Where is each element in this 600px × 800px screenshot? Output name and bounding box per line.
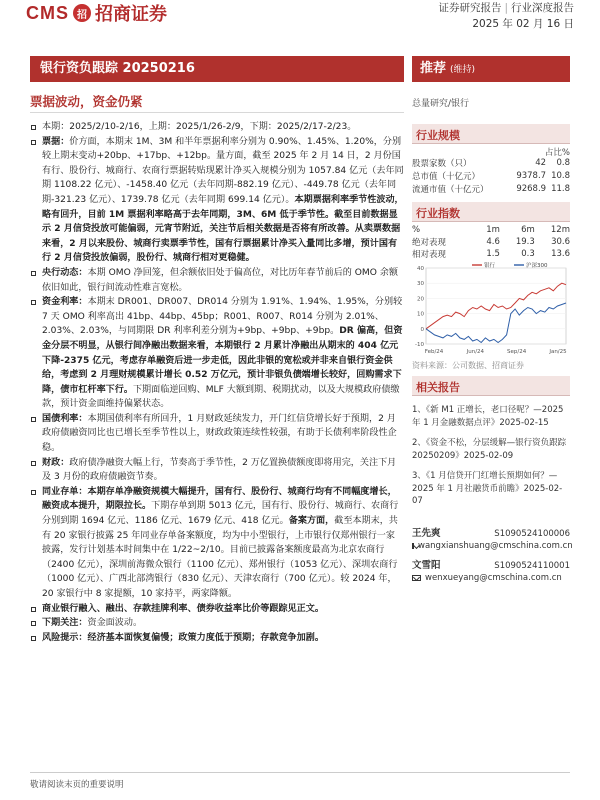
paragraph-text: 价方面，本期末 1M、3M 和半年票据利率分别为 0.90%、1.45%、1.20%，分别较上期末变动+20bp、+17bp、+12bp。量方面，截至 2025 年 2 月 14 日，2 月份国有行、股份行、城商行、农商行票据转贴现累计净买入规模分别为 1057.84 亿元（去年同期 1108.22 亿元）、-1458.40 亿元（去年同期-882.19 亿元）、-449.78 亿元（去年同期-321.23 亿元）、1739.78 亿元（去年同期 699.14 亿元）。	[42, 136, 404, 205]
section-head-scale: 行业规模	[412, 124, 570, 144]
paragraph-next-watch	[30, 616, 404, 631]
paragraph-text: 本期末 DR001、DR007、DR014 分别为 1.91%、1.94%、1.95%，分别较 7 天 OMO 利率高出 41bp、44bp、45bp；R001、R007、R014 分别为 2.01%、2.03%、2.03%，与同期限 DR 利率利差分别为+9bp、+9bp、+9bp。	[42, 297, 403, 337]
table-row	[412, 182, 570, 195]
table-cell: 绝对表现	[412, 238, 447, 248]
footer-note: 敬请阅读末页的重要说明	[30, 780, 124, 790]
analyst-email-row	[412, 572, 570, 584]
y-tick-label: 30	[417, 281, 424, 288]
analyst-name: 文雪阳	[412, 560, 441, 571]
x-tick-label: Sep/24	[507, 349, 527, 355]
paragraph-bold: 经济基本面恢复偏慢；政策力度低于预期；存款竞争加剧。	[87, 632, 324, 643]
table-row	[412, 169, 570, 182]
paragraph-lead: 风险提示：	[42, 632, 88, 643]
divider	[30, 112, 404, 113]
paragraph-bills	[30, 135, 404, 266]
paragraph-bold: DR 偏高，但资金分层不明显，从银行间净融出数据来看，本期银行 2 月累计净融出从期末的 404 亿元下降-2375 亿元，考虑存单融资后进一步走低，因此非银的宽松或并非来自银行资金供给，考虑到 2 月理财规模累计增长 0.52 万亿元，预计非银负债端增长较好，回购需求下降，债市杠杆率下行。	[42, 326, 403, 395]
analyst-email-row	[412, 540, 573, 552]
table-cell: 30.6	[551, 237, 570, 247]
table-cell: 11.8	[551, 183, 570, 194]
report-subtitle: 票据波动，资金仍紧	[30, 94, 143, 109]
report-item[interactable]: 3、《1 月信贷开门红增长预期如何？—2025 年 1 月社融货币前瞻》2025-02-07	[412, 471, 563, 506]
table-row	[412, 248, 570, 260]
table-cell: 19.3	[515, 237, 535, 247]
section-head-index: 行业指数	[412, 202, 570, 222]
table-row	[412, 236, 570, 248]
main-content	[30, 120, 404, 645]
paragraph-bold: 备案方面，	[288, 516, 335, 527]
rating-bar	[412, 56, 570, 82]
table-cell: 总市值（十亿元）	[412, 171, 481, 182]
paragraph-treasury	[30, 412, 404, 456]
table-row	[412, 156, 570, 169]
report-date: 2025 年 02 月 16 日	[472, 18, 574, 30]
industry-label: 总量研究/银行	[412, 99, 470, 109]
analysts	[412, 528, 573, 584]
table-cell: 13.6	[551, 249, 570, 259]
y-tick-label: 20	[417, 296, 424, 303]
paragraph-lead: 下期关注：	[42, 618, 88, 629]
table-header: 6m	[521, 225, 535, 235]
table-cell: 4.6	[486, 237, 500, 247]
paragraph-text: 本期国债利率有所回升，1 月财政延续发力，开门红信贷增长好于预期，2 月政府债融资同比也已增长至季节性以上，财政政策连续性较强，有助于长债利率阶段性企稳。	[42, 413, 397, 454]
table-header: %	[412, 225, 421, 235]
paragraph-text: 政府债净融资大幅上行，节奏高于季节性，2 万亿置换债额度即将用完，关注下月及 3 月份的政府债融资节奏。	[42, 457, 397, 483]
analyst-email[interactable]: wangxianshuang@cmschina.com.cn	[418, 541, 573, 551]
y-tick-label: 40	[417, 266, 424, 272]
table-cell: 0.8	[556, 157, 570, 168]
logo-chinese: 招商证券	[95, 4, 167, 25]
report-item[interactable]: 1、《新 M1 正增长，老口径呢？—2025 年 1 月金融数据点评》2025-02-15	[412, 405, 564, 428]
paragraph-lead: 央行动态：	[42, 267, 88, 278]
footer-divider	[30, 772, 570, 773]
paragraph-funding-rates	[30, 295, 404, 412]
table-cell: 0.3	[521, 249, 535, 259]
table-cell: 1.5	[486, 249, 500, 259]
table-cell: 股票家数（只）	[412, 158, 472, 169]
paragraph-lead: 资金利率：	[42, 297, 88, 308]
analyst-code: S1090524100006	[494, 529, 570, 539]
company-logo	[26, 0, 167, 26]
table-header-row	[412, 224, 570, 236]
paragraph-text: 下期存单到期 5013 亿元，国有行、股份行、城商行、农商行分别到期 1694 亿元、1186 亿元、1679 亿元、418 亿元。	[42, 501, 399, 527]
analyst-row	[412, 560, 570, 572]
analyst-name: 王先爽	[412, 528, 441, 539]
paragraph-bold: 本期票据利率季节性波动，略有回升，目前 1M 票据利率略高于去年同期，3M、6M 低于季节性。截至目前数据显示 2 月信贷投放可能偏弱，元宵节附近，关注节后相关数据是否将有所改善。从卖票数据来看，2 月以来股份、城商行卖票季节性，国有行票据累计净买入量同比多增，预计国有行 2 月信贷投放偏弱，股份行、城商行相对更稳健。	[42, 194, 404, 264]
chart-source: 资料来源：公司数据、招商证券	[412, 361, 524, 370]
table-cell: 10.8	[551, 170, 570, 181]
table-cell: 9268.9	[516, 183, 547, 194]
y-tick-label: -10	[415, 342, 424, 348]
paragraph-text: 下期面临逆回购、MLF 大额到期、税期扰动，以及大规模政府债缴款，预计资金面维持偏紧状态。	[42, 384, 400, 410]
paragraph-lead: 票据：	[42, 136, 70, 147]
paragraph-text: 本期 OMO 净回笼，但余额依旧处于偏高位，对比历年春节前后的 OMO 余额依旧如此，银行间流动性难言宽松。	[42, 267, 398, 293]
table-cell: 42	[535, 157, 547, 168]
table-cell: 流通市值（十亿元）	[412, 184, 489, 195]
scale-pct-header: 占比%	[544, 148, 570, 158]
table-cell: 9378.7	[516, 170, 547, 181]
analyst-email[interactable]: wenxueyang@cmschina.com.cn	[425, 573, 562, 583]
related-reports	[412, 404, 570, 516]
bank-series-line	[426, 283, 566, 329]
analyst-code: S1090524110001	[494, 561, 570, 571]
paragraph-period	[30, 120, 404, 135]
logo-latin: CMS	[26, 2, 69, 23]
analyst-row	[412, 528, 570, 540]
x-tick-label: Feb/24	[424, 349, 444, 355]
paragraph-text: 截至本期末，共有 20 家银行披露 25 年同业存单备案额度，均为中小型银行，上市银行仅郑州银行一家披露，发行计划基本时间集中在 1/22~2/10。目前已披露备案额度最高为北京农商行（2400 亿元），深圳前海微众银行（1100 亿元）、郑州银行（1053 亿元）、深圳农商行（1000 亿元）、广西北部湾银行（830 亿元）、天津农商行（700 亿元）。较 2024 年，20 家银行中 8 家提额，10 家持平，两家降额。	[42, 516, 398, 599]
paragraph-central-bank	[30, 266, 404, 295]
report-category: 行业深度报告	[511, 2, 574, 14]
table-cell: 相对表现	[412, 250, 447, 260]
paragraph-lead: 同业存单：	[42, 486, 88, 497]
paragraph-fiscal	[30, 456, 404, 485]
paragraph-risk	[30, 631, 404, 646]
section-head-reports: 相关报告	[412, 376, 570, 396]
logo-badge-icon: 招	[73, 4, 91, 22]
paragraph-bold: 商业银行融入、融出、存款挂牌利率、债券收益率比价等跟踪见正文。	[42, 603, 324, 614]
email-icon	[412, 575, 421, 581]
scale-table	[412, 156, 570, 195]
report-meta: 证券研究报告 | 行业深度报告 2025 年 02 月 16 日	[438, 2, 574, 30]
table-header: 1m	[486, 225, 500, 235]
legend-hs300-label: 沪深300	[526, 263, 548, 269]
index-table	[412, 224, 570, 260]
paragraph-ncd	[30, 485, 404, 602]
y-tick-label: 10	[417, 311, 424, 318]
paragraph-tracking	[30, 602, 404, 617]
paragraph-lead: 财政：	[42, 457, 70, 468]
report-type: 证券研究报告	[438, 2, 502, 14]
rating-label: 推荐	[420, 61, 447, 76]
paragraph-bold: 本期存单净融资规模大幅提升，国有行、股份行、城商行均有不同幅度增长，融资成本提升，期限拉长。	[42, 486, 397, 512]
rating-sub: (维持)	[450, 65, 476, 75]
paragraph-text: 本期：2025/2/10-2/16，上期：2025/1/26-2/9，下期：2025/2/17-2/23。	[42, 122, 357, 132]
index-performance-chart	[412, 260, 570, 360]
legend-bank-label: 银行	[484, 263, 496, 269]
x-tick-label: Jan/25	[549, 349, 567, 355]
y-tick-label: 0	[420, 326, 424, 333]
report-item[interactable]: 2、《资金不松，分层缓解—银行资负跟踪 20250209》2025-02-09	[412, 438, 567, 461]
table-header: 12m	[550, 225, 570, 235]
paragraph-lead: 国债利率：	[42, 413, 88, 424]
paragraph-text: 资金面波动。	[87, 618, 143, 629]
email-icon	[412, 543, 414, 549]
x-tick-label: Jun/24	[466, 349, 485, 355]
report-title: 银行资负跟踪 20250216	[30, 56, 404, 82]
hs300-series-line	[426, 303, 566, 343]
